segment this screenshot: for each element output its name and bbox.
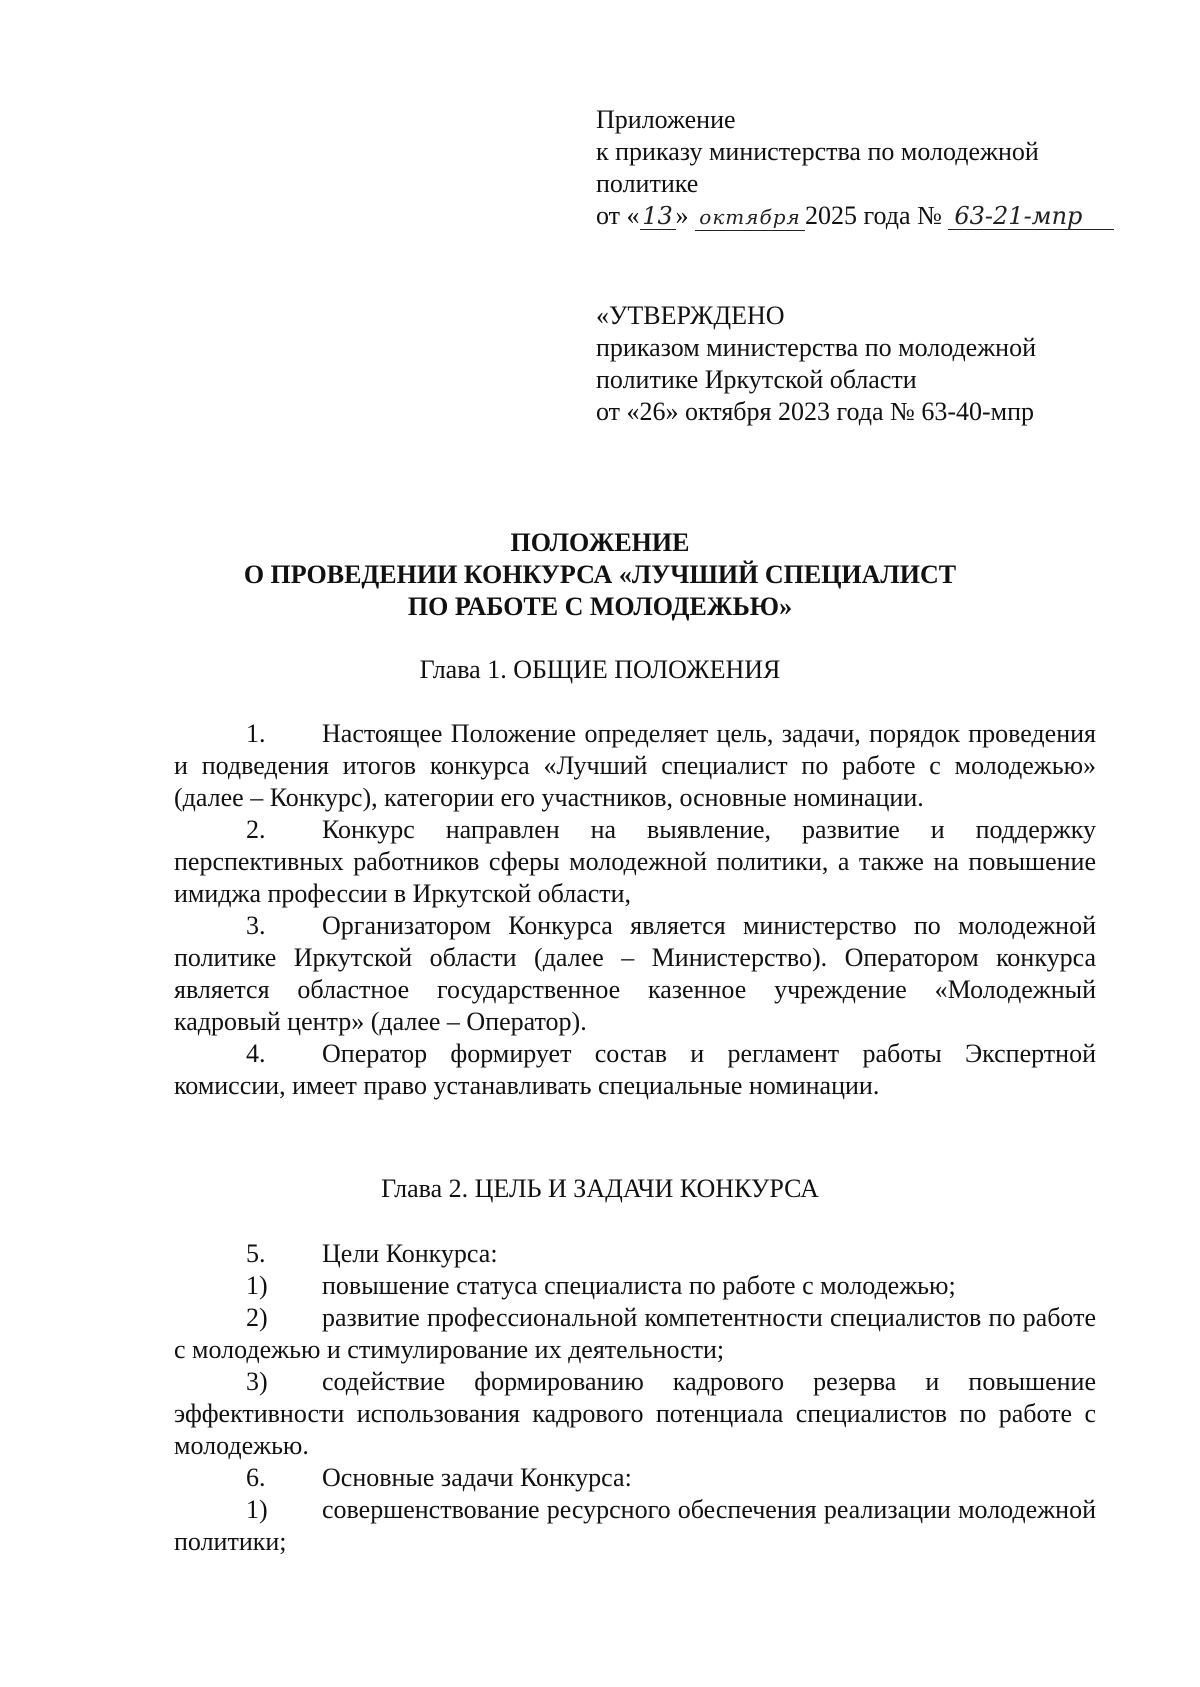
paragraph-2 <box>174 814 1096 910</box>
approved-stamp-text <box>596 300 1036 428</box>
subitem-5-1 <box>174 1270 1096 1302</box>
subitem-6-1 <box>174 1494 1096 1558</box>
appendix-order-ref: к приказу министерства по молодежной <box>596 137 1039 166</box>
title-line-2: О ПРОВЕДЕНИИ КОНКУРСА «ЛУЧШИЙ СПЕЦИАЛИСТ <box>243 560 957 589</box>
handwritten-month: октября <box>695 204 805 231</box>
paragraph-6 <box>174 1462 1096 1494</box>
date-mid: » <box>675 201 689 230</box>
date-year: 2025 года № <box>805 201 942 230</box>
subitem-5-2 <box>174 1302 1096 1366</box>
paragraph-text: повышение статуса специалиста по работе с молодежью; <box>322 1271 956 1300</box>
paragraph-text: Основные задачи Конкурса: <box>322 1463 632 1492</box>
approved-line-2: приказом министерства по молодежной <box>596 333 1037 362</box>
paragraph-3 <box>174 910 1096 1038</box>
subitem-5-3 <box>174 1366 1096 1462</box>
chapter-2-heading: Глава 2. ЦЕЛЬ И ЗАДАЧИ КОНКУРСА <box>381 1174 819 1203</box>
paragraph-number: 5. <box>246 1239 266 1268</box>
paragraph-number: 2) <box>246 1303 268 1332</box>
document-title <box>0 527 1200 623</box>
paragraph-number: 2. <box>246 815 266 844</box>
paragraph-number: 1) <box>246 1271 268 1300</box>
title-line-1: ПОЛОЖЕНИЕ <box>510 528 690 557</box>
paragraph-text: совершенствование ресурсного обеспечения реализации молодежной политики; <box>174 1495 1096 1556</box>
appendix-order-ref-cont: политике <box>596 169 699 198</box>
paragraph-text: Настоящее Положение определяет цель, задачи, порядок проведения и подведения итогов конкурса «Лучший специалист по работе с молодежью» (далее – Конкурс), категории его участников, основные номинации. <box>174 719 1096 812</box>
paragraph-number: 3. <box>246 911 266 940</box>
appendix-label: Приложение <box>596 105 736 134</box>
paragraph-text: Цели Конкурса: <box>322 1239 498 1268</box>
paragraph-text: Конкурс направлен на выявление, развитие и поддержку перспективных работников сферы молодежной политики, а также на повышение имиджа профессии в Иркутской области, <box>174 815 1096 908</box>
paragraph-1 <box>174 718 1096 814</box>
chapter-2-body <box>174 1238 1096 1558</box>
appendix-date-line <box>596 200 1114 232</box>
approved-line-4: от «26» октября 2023 года № 63-40-мпр <box>596 397 1035 426</box>
title-line-3: ПО РАБОТЕ С МОЛОДЕЖЬЮ» <box>407 592 793 621</box>
paragraph-number: 6. <box>246 1463 266 1492</box>
paragraph-text: Оператор формирует состав и регламент работы Экспертной комиссии, имеет право устанавливать специальные номинации. <box>174 1039 1096 1100</box>
paragraph-text: развитие профессиональной компетентности специалистов по работе с молодежью и стимулирование их деятельности; <box>174 1303 1096 1364</box>
appendix-header <box>596 104 1114 232</box>
approved-line-3: политике Иркутской области <box>596 365 917 394</box>
handwritten-day: 13 <box>640 203 676 230</box>
chapter-1-heading: Глава 1. ОБЩИЕ ПОЛОЖЕНИЯ <box>419 655 781 684</box>
paragraph-number: 3) <box>246 1367 268 1396</box>
paragraph-4 <box>174 1038 1096 1102</box>
date-prefix: от « <box>596 201 640 230</box>
paragraph-text: Организатором Конкурса является министерство по молодежной политике Иркутской области (далее – Министерство). Оператором конкурса является областное государственное казенное учреждение «Молодежный кадровый центр» (далее – Оператор). <box>174 911 1096 1036</box>
paragraph-number: 1. <box>246 719 266 748</box>
paragraph-number: 4. <box>246 1039 266 1068</box>
paragraph-5 <box>174 1238 1096 1270</box>
paragraph-number: 1) <box>246 1495 268 1524</box>
chapter-1-body <box>174 718 1096 1102</box>
paragraph-text: содействие формированию кадрового резерва и повышение эффективности использования кадрового потенциала специалистов по работе с молодежью. <box>174 1367 1096 1460</box>
approved-line-1: «УТВЕРЖДЕНО <box>596 301 785 330</box>
handwritten-order-number: 63-21-мпр <box>948 203 1114 230</box>
